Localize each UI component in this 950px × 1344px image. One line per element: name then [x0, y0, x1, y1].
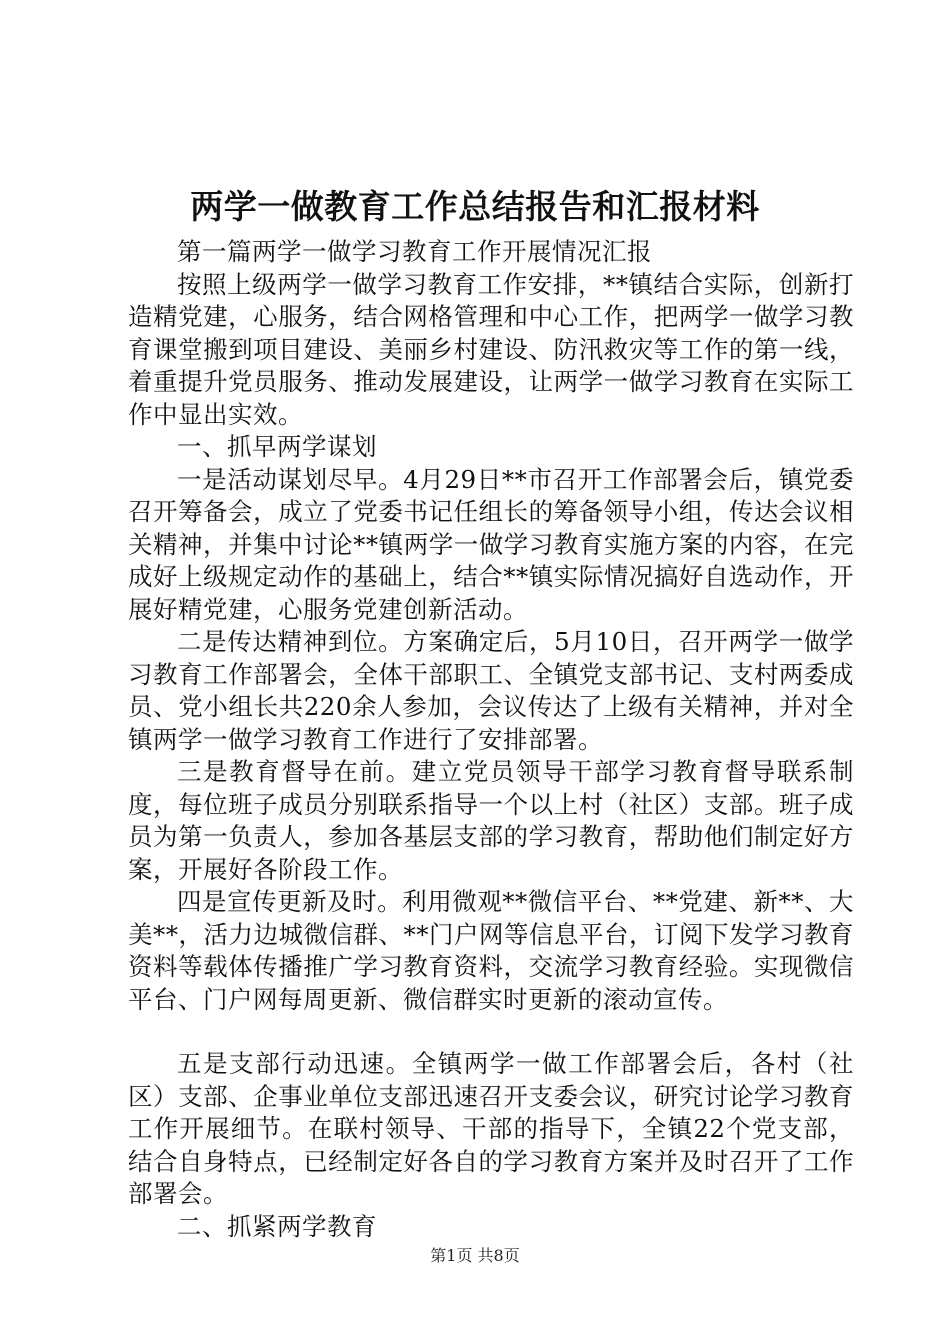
paragraph-point-4: 四是宣传更新及时。利用微观**微信平台、**党建、新**、大美**，活力边城微信群、**门户网等信息平台，订阅下发学习教育资料等载体传播推广学习教育资料，交流学习教育经验。实现微信平台、门户网每周更新、微信群实时更新的滚动宣传。	[128, 887, 854, 1014]
paragraph-point-1: 一是活动谋划尽早。4月29日**市召开工作部署会后，镇党委召开筹备会，成立了党委书记任组长的筹备领导小组，传达会议相关精神，并集中讨论**镇两学一做学习教育实施方案的内容，在完成好上级规定动作的基础上，结合**镇实际情况搞好自选动作，开展好精党建，心服务党建创新活动。	[128, 464, 854, 624]
paragraph-point-3: 三是教育督导在前。建立党员领导干部学习教育督导联系制度，每位班子成员分别联系指导一个以上村（社区）支部。班子成员为第一负责人，参加各基层支部的学习教育，帮助他们制定好方案，开展好各阶段工作。	[128, 757, 854, 884]
document-body	[128, 236, 854, 1243]
section-heading-1: 一、抓早两学谋划	[177, 432, 377, 461]
page-footer: 第1页 共8页	[430, 1246, 520, 1265]
section-heading-2: 二、抓紧两学教育	[177, 1211, 377, 1241]
paragraph-point-5: 五是支部行动迅速。全镇两学一做工作部署会后，各村（社区）支部、企事业单位支部迅速召开支委会议，研究讨论学习教育工作开展细节。在联村领导、干部的指导下，全镇22个党支部，结合自身特点，已经制定好各自的学习教育方案并及时召开了工作部署会。	[128, 1049, 854, 1208]
document-title: 两学一做教育工作总结报告和汇报材料	[190, 187, 760, 226]
paragraph-intro: 按照上级两学一做学习教育工作安排，**镇结合实际，创新打造精党建，心服务，结合网格管理和中心工作，把两学一做学习教育课堂搬到项目建设、美丽乡村建设、防汛救灾等工作的第一线，着重提升党员服务、推动发展建设，让两学一做学习教育在实际工作中显出实效。	[128, 269, 854, 429]
paragraph-subtitle: 第一篇两学一做学习教育工作开展情况汇报	[177, 237, 652, 266]
paragraph-point-2: 二是传达精神到位。方案确定后，5月10日，召开两学一做学习教育工作部署会，全体干部职工、全镇党支部书记、支村两委成员、党小组长共220余人参加，会议传达了上级有关精神，并对全镇两学一做学习教育工作进行了安排部署。	[128, 627, 854, 754]
